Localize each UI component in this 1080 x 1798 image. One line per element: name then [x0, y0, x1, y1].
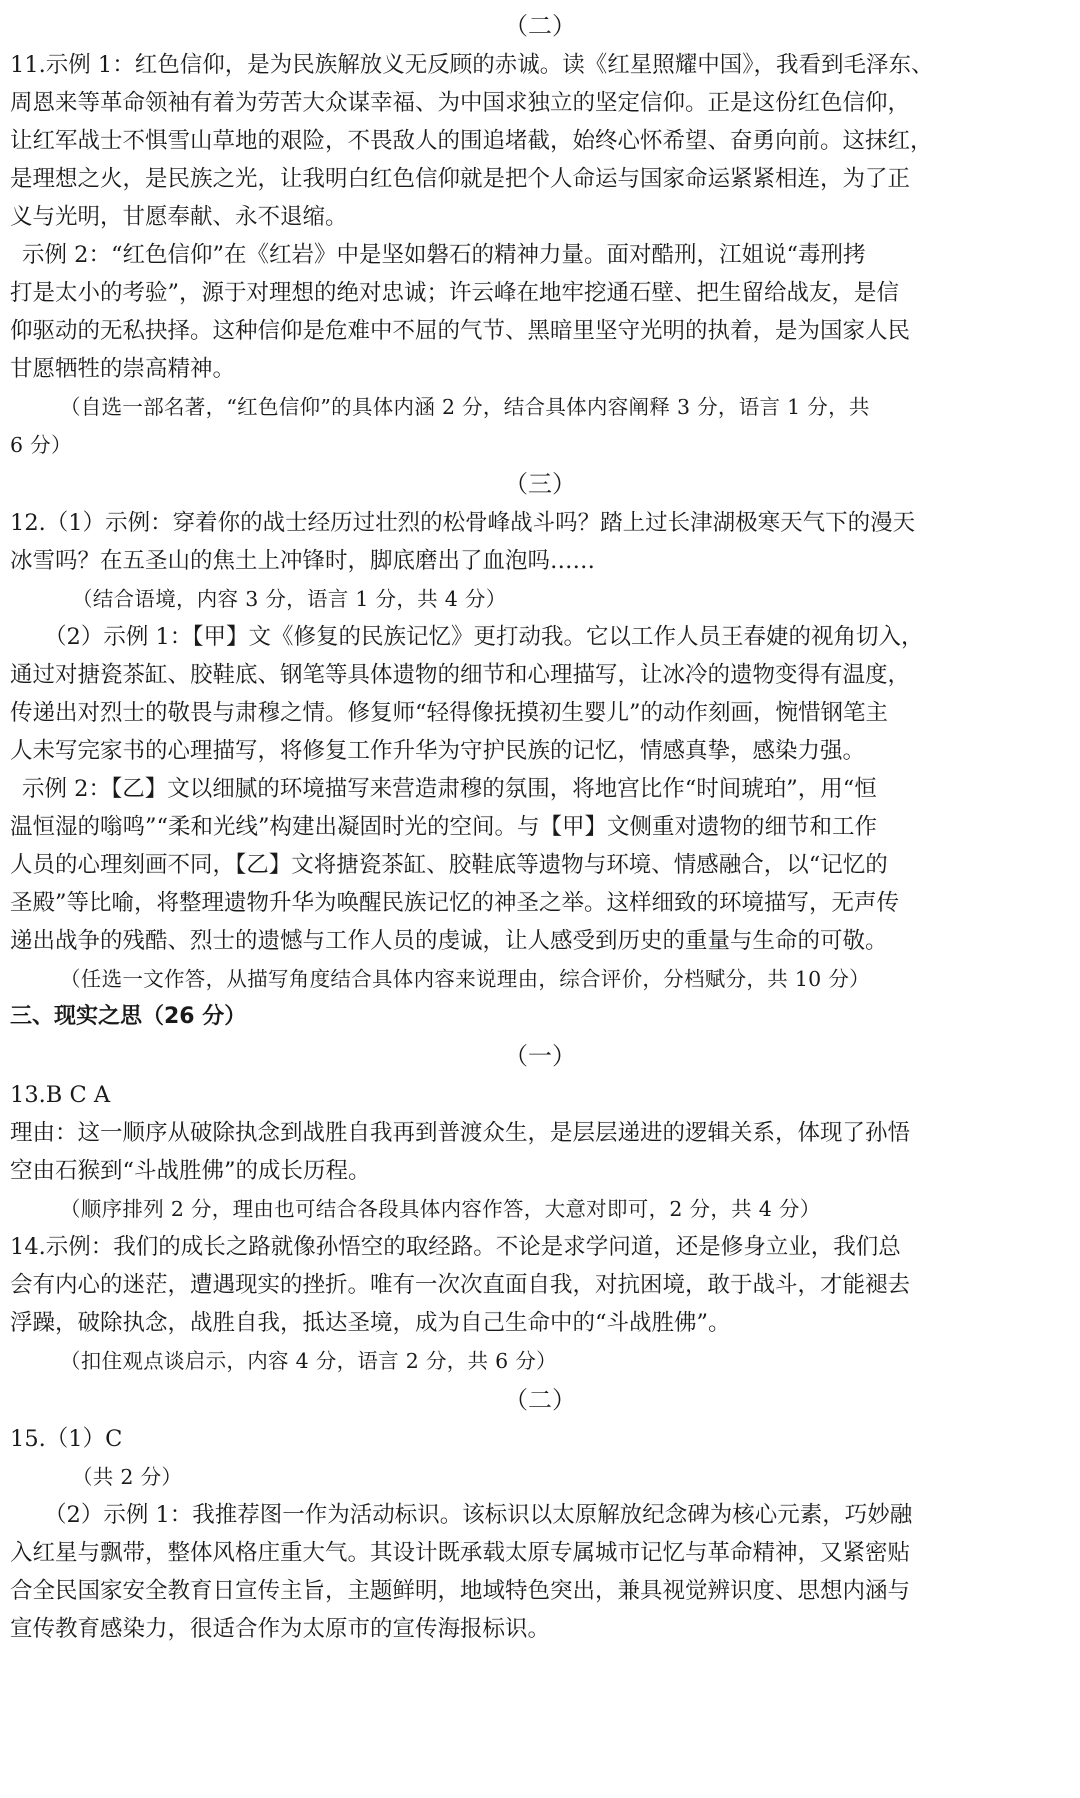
q12-part-1 — [10, 504, 1070, 618]
scoring-note: （任选一文作答，从描写角度结合具体内容来说理由，综合评价，分档赋分，共 10 分） — [60, 967, 870, 991]
section-title-3: （三） — [504, 470, 576, 498]
q11-scoring-note — [10, 388, 1070, 464]
text-line: 传递出对烈士的敬畏与肃穆之情。修复师“轻得像抚摸初生婴儿”的动作刻画，惋惜钢笔主 — [10, 700, 889, 726]
q14 — [10, 1228, 1070, 1380]
text-line: （2）示例 1：我推荐图一作为活动标识。该标识以太原解放纪念碑为核心元素，巧妙融 — [44, 1502, 913, 1528]
text-line: 义与光明，甘愿奉献、永不退缩。 — [10, 204, 348, 230]
text-line: 示例 2：“红色信仰”在《红岩》中是坚如磐石的精神力量。面对酷刑，江姐说“毒刑拷 — [22, 242, 866, 268]
text-line: 宣传教育感染力，很适合作为太原市的宣传海报标识。 — [10, 1616, 551, 1642]
text-line: 甘愿牺牲的崇高精神。 — [10, 356, 236, 382]
q15 — [10, 1420, 1070, 1648]
scoring-note: （自选一部名著，“红色信仰”的具体内涵 2 分，结合具体内容阐释 3 分，语言 1 分，共 — [60, 395, 870, 419]
text-line: 理由：这一顺序从破除执念到战胜自我再到普渡众生，是层层递进的逻辑关系，体现了孙悟 — [10, 1120, 911, 1146]
q12-part-2-example-2 — [10, 770, 1070, 998]
text-line: （2）示例 1：【甲】文《修复的民族记忆》更打动我。它以工作人员王春婕的视角切入， — [44, 624, 924, 650]
q12-part-2-example-1 — [10, 618, 1070, 770]
scoring-note: （扣住观点谈启示，内容 4 分，语言 2 分，共 6 分） — [60, 1349, 557, 1373]
text-line: 打是太小的考验”，源于对理想的绝对忠诚；许云峰在地牢挖通石壁、把生留给战友，是信 — [10, 280, 900, 306]
scoring-note: （结合语境，内容 3 分，语言 1 分，共 4 分） — [72, 587, 507, 611]
text-line: 通过对搪瓷茶缸、胶鞋底、钢笔等具体遗物的细节和心理描写，让冰冷的遗物变得有温度， — [10, 662, 911, 688]
text-line: 入红星与飘带，整体风格庄重大气。其设计既承载太原专属城市记忆与革命精神，又紧密贴 — [10, 1540, 911, 1566]
text-line: 冰雪吗？在五圣山的焦土上冲锋时，脚底磨出了血泡吗…… — [10, 548, 596, 574]
q13 — [10, 1076, 1070, 1228]
answer-line: 13.B C A — [10, 1082, 111, 1108]
text-line: 人未写完家书的心理描写，将修复工作升华为守护民族的记忆，情感真挚，感染力强。 — [10, 738, 866, 764]
part-heading: 三、现实之思（26 分） — [10, 1004, 247, 1029]
q11-example-2 — [10, 236, 1070, 388]
text-line: 温恒湿的嗡鸣”“柔和光线”构建出凝固时光的空间。与【甲】文侧重对遗物的细节和工作 — [10, 814, 878, 840]
answer-line: 15.（1）C — [10, 1426, 123, 1452]
text-line: 合全民国家安全教育日宣传主旨，主题鲜明，地域特色突出，兼具视觉辨识度、思想内涵与 — [10, 1578, 911, 1604]
scoring-note: （顺序排列 2 分，理由也可结合各段具体内容作答，大意对即可，2 分，共 4 分） — [60, 1197, 821, 1221]
text-line: 是理想之火，是民族之光，让我明白红色信仰就是把个人命运与国家命运紧紧相连，为了正 — [10, 166, 911, 192]
text-line: 14.示例：我们的成长之路就像孙悟空的取经路。不论是求学问道，还是修身立业，我们总 — [10, 1234, 901, 1260]
text-line: 人员的心理刻画不同，【乙】文将搪瓷茶缸、胶鞋底等遗物与环境、情感融合，以“记忆的 — [10, 852, 888, 878]
text-line: 浮躁，破除执念，战胜自我，抵达圣境，成为自己生命中的“斗战胜佛”。 — [10, 1310, 731, 1336]
text-line: 周恩来等革命领袖有着为劳苦大众谋幸福、为中国求独立的坚定信仰。正是这份红色信仰， — [10, 90, 911, 116]
text-line: 让红军战士不惧雪山草地的艰险，不畏敌人的围追堵截，始终心怀希望、奋勇向前。这抹红， — [10, 128, 933, 154]
section-title-1: （一） — [504, 1042, 576, 1070]
text-line: 空由石猴到“斗战胜佛”的成长历程。 — [10, 1158, 371, 1184]
section-title-2: （二） — [504, 12, 576, 40]
text-line: 11.示例 1：红色信仰，是为民族解放义无反顾的赤诚。读《红星照耀中国》，我看到毛泽东、 — [10, 52, 934, 78]
section-title-2b: （二） — [504, 1386, 576, 1414]
scoring-note: （共 2 分） — [72, 1465, 183, 1489]
text-line: 12.（1）示例：穿着你的战士经历过壮烈的松骨峰战斗吗？踏上过长津湖极寒天气下的漫天 — [10, 510, 916, 536]
text-line: 仰驱动的无私抉择。这种信仰是危难中不屈的气节、黑暗里坚守光明的执着，是为国家人民 — [10, 318, 911, 344]
text-line: 递出战争的残酷、烈士的遗憾与工作人员的虔诚，让人感受到历史的重量与生命的可敬。 — [10, 928, 888, 954]
scoring-note: 6 分） — [10, 433, 72, 457]
text-line: 示例 2：【乙】文以细腻的环境描写来营造肃穆的氛围，将地宫比作“时间琥珀”，用“恒 — [22, 776, 877, 802]
text-line: 圣殿”等比喻，将整理遗物升华为唤醒民族记忆的神圣之举。这样细致的环境描写，无声传 — [10, 890, 900, 916]
q11-example-1 — [10, 46, 1070, 236]
text-line: 会有内心的迷茫，遭遇现实的挫折。唯有一次次直面自我，对抗困境，敢于战斗，才能褪去 — [10, 1272, 911, 1298]
